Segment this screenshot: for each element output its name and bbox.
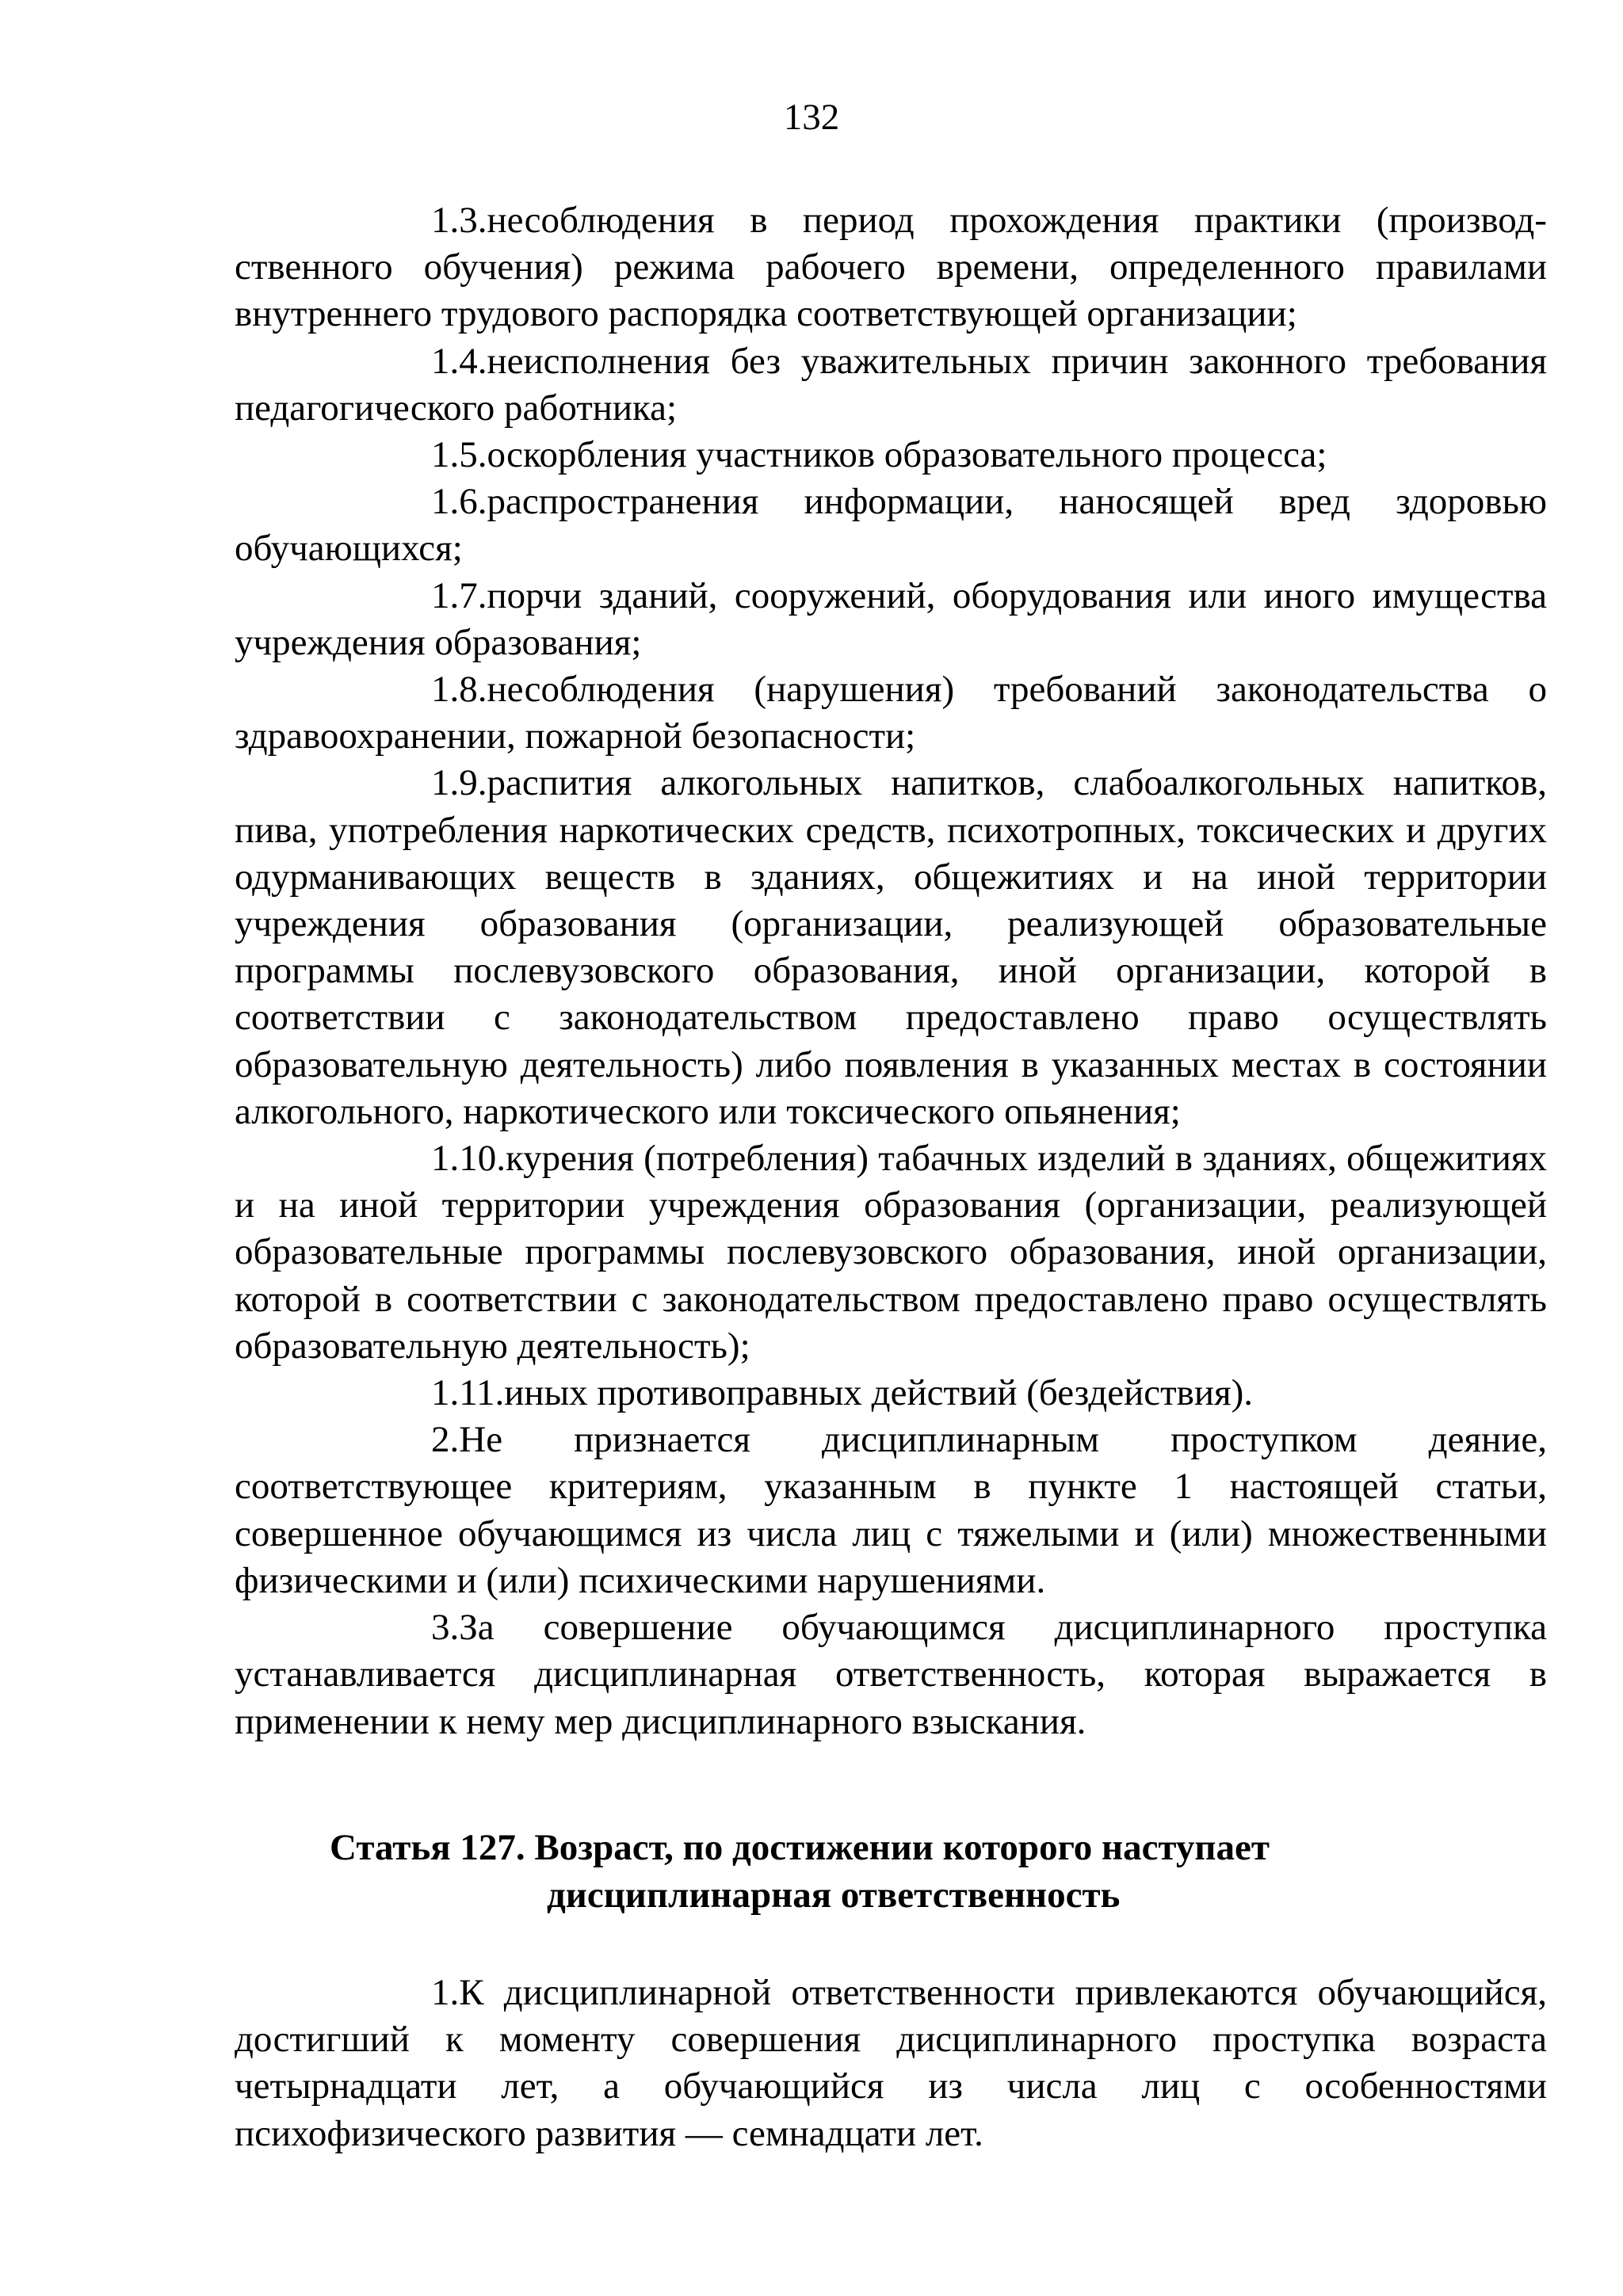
article-127-paragraph-1 <box>235 1970 1547 2157</box>
paragraph-2 <box>235 1417 1547 1604</box>
article-heading-line-1 <box>235 1824 1547 1871</box>
paragraph-1-7 <box>235 573 1547 666</box>
article-title-line-2: дисциплинарная ответственность <box>547 1875 1121 1916</box>
article-127-heading <box>235 1824 1547 1919</box>
paragraph-1-4 <box>235 338 1547 432</box>
paragraph-text: порчи зданий, сооружений, оборудования или иного имущества учреждения образования; <box>235 574 1547 663</box>
paragraph-text: распространения информации, наносящей вред здоровью обучающихся; <box>235 481 1547 570</box>
article-127-body <box>235 1970 1547 2157</box>
paragraph-number: 1. <box>431 1972 460 2013</box>
page-number: 132 <box>783 97 840 138</box>
paragraph-number: 1.7. <box>431 574 487 616</box>
paragraph-1-8 <box>235 666 1547 760</box>
paragraph-text: курения (потребления) табачных изделий в зданиях, общежитиях и на иной территории учреждения образования (организации, реализующей образовательные программы послевузовского образования, иной организации, которой в соответствии с законодательством предоставлено право осуществлять образовательную деятельность); <box>235 1138 1547 1367</box>
paragraph-number: 1.3. <box>431 200 487 241</box>
paragraph-1-11 <box>235 1370 1547 1417</box>
article-label: Статья 127. <box>330 1827 525 1868</box>
paragraph-1-10 <box>235 1135 1547 1370</box>
paragraph-text: распития алкогольных напитков, слабоалкогольных напитков, пива, употребления наркотических средств, психотропных, токсических и других одурманивающих веществ в зданиях, общежитиях и на иной территории учреждения образования (организации, реализующей образовательные программы послевузовского образования, иной организации, которой в соответствии с законодательством предоставлено право осуществлять образовательную деятельность) либо появления в указанных местах в состоянии алкогольного, наркотического или токсического опьянения; <box>235 762 1547 1132</box>
paragraph-number: 1.5. <box>431 434 487 476</box>
paragraph-text: иных противоправных действий (бездействия). <box>504 1372 1254 1414</box>
paragraph-1-9 <box>235 760 1547 1135</box>
paragraph-number: 1.9. <box>431 762 487 804</box>
paragraph-text: несоблюдения (нарушения) требований законодательства о здравоохранении, пожарной безопасности; <box>235 669 1547 757</box>
paragraph-text: Не признается дисциплинарным проступком деяние, соответствующее критериям, указанным в пункте 1 настоящей статьи, совершенное обучающимся из числа лиц с тяжелыми и (или) множественными физическими и (или) психическими нарушениями. <box>235 1419 1547 1601</box>
paragraph-number: 2. <box>431 1419 460 1461</box>
paragraph-text: оскорбления участников образовательного процесса; <box>487 434 1327 476</box>
article-heading-line-2 <box>235 1871 1547 1919</box>
paragraph-number: 1.11. <box>431 1372 505 1414</box>
paragraph-number: 1.8. <box>431 669 487 711</box>
article-126-body <box>235 197 1547 1745</box>
paragraph-number: 3. <box>431 1607 460 1649</box>
paragraph-number: 1.10. <box>431 1138 506 1180</box>
paragraph-text: За совершение обучающимся дисциплинарного проступка устанавливается дисциплинарная ответственность, которая выражается в применении к нему мер дисциплинарного взыскания. <box>235 1607 1547 1742</box>
paragraph-3 <box>235 1604 1547 1745</box>
paragraph-1-5 <box>235 432 1547 479</box>
paragraph-text: К дисциплинарной ответственности привлекаются обучающийся, достигший к моменту совершения дисциплинарного проступка возраста четырнадцати лет, а обучающийся из числа лиц с особенностями психофизического развития — семнадцати лет. <box>235 1972 1547 2154</box>
paragraph-1-6 <box>235 479 1547 572</box>
paragraph-text: неисполнения без уважительных причин законного требования педагогического работника; <box>235 340 1547 429</box>
paragraph-number: 1.6. <box>431 481 487 523</box>
paragraph-text: несоблюдения в период прохождения практики (производственного обучения) режима рабочего времени, определенного правилами внутреннего трудового распорядка соответствующей организации; <box>235 200 1547 335</box>
article-title-line-1: Возраст, по достижении которого наступает <box>534 1827 1270 1868</box>
paragraph-number: 1.4. <box>431 340 487 382</box>
paragraph-1-3 <box>235 197 1547 338</box>
